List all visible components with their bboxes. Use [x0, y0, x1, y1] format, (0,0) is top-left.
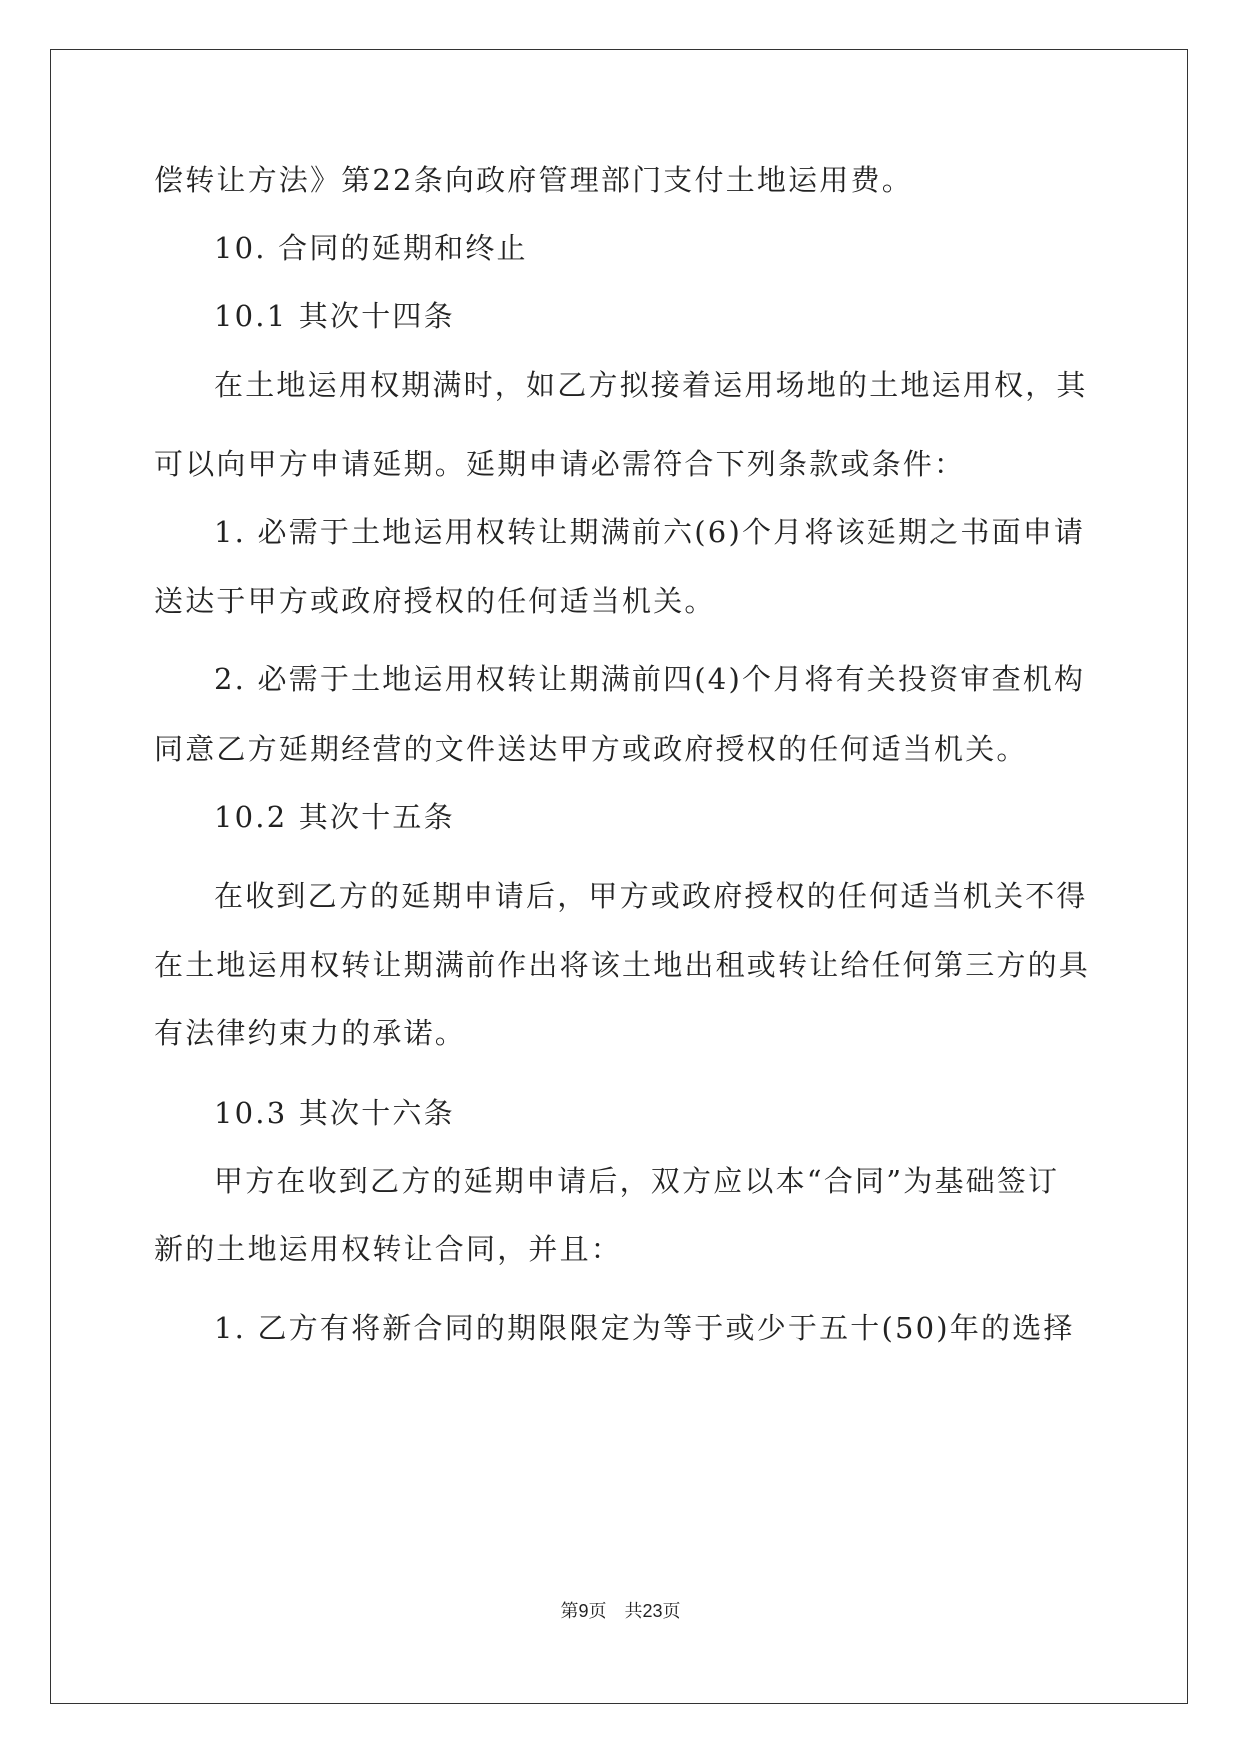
article-heading: 10.1 其次十四条 [214, 299, 455, 333]
total-pages-number: 23 [642, 1601, 663, 1621]
footer-total-suffix: 页 [662, 1601, 681, 1621]
list-item-line: 同意乙方延期经营的文件送达甲方或政府授权的任何适当机关。 [154, 732, 1028, 766]
paragraph-line: 甲方在收到乙方的延期申请后，双方应以本“合同”为基础签订 [214, 1164, 1060, 1198]
article-heading: 10.3 其次十六条 [214, 1096, 455, 1130]
article-heading: 10.2 其次十五条 [214, 800, 455, 834]
footer-page-word: 页 [588, 1601, 607, 1621]
paragraph-line: 新的土地运用权转让合同，并且： [154, 1232, 623, 1266]
footer-prefix: 第 [560, 1601, 579, 1621]
current-page-number: 9 [578, 1601, 589, 1621]
footer-total-prefix: 共 [624, 1601, 643, 1621]
paragraph-line: 在土地运用权期满时，如乙方拟接着运用场地的土地运用权，其 [214, 368, 1088, 402]
list-item-line: 1. 必需于土地运用权转让期满前六(6)个月将该延期之书面申请 [214, 515, 1086, 549]
paragraph-line: 有法律约束力的承诺。 [154, 1016, 467, 1050]
paragraph-line: 在收到乙方的延期申请后，甲方或政府授权的任何适当机关不得 [214, 879, 1088, 913]
paragraph-line: 可以向甲方申请延期。延期申请必需符合下列条款或条件： [154, 447, 966, 481]
paragraph-line: 偿转让方法》第22条向政府管理部门支付土地运用费。 [154, 163, 913, 197]
list-item-line: 2. 必需于土地运用权转让期满前四(4)个月将有关投资审查机构 [214, 662, 1086, 696]
section-heading: 10. 合同的延期和终止 [214, 231, 528, 265]
paragraph-line: 在土地运用权转让期满前作出将该土地出租或转让给任何第三方的具 [154, 948, 1091, 982]
list-item-line: 送达于甲方或政府授权的任何适当机关。 [154, 584, 716, 618]
page-footer [0, 1597, 1241, 1623]
list-item-line: 1. 乙方有将新合同的期限限定为等于或少于五十(50)年的选择 [214, 1311, 1075, 1345]
